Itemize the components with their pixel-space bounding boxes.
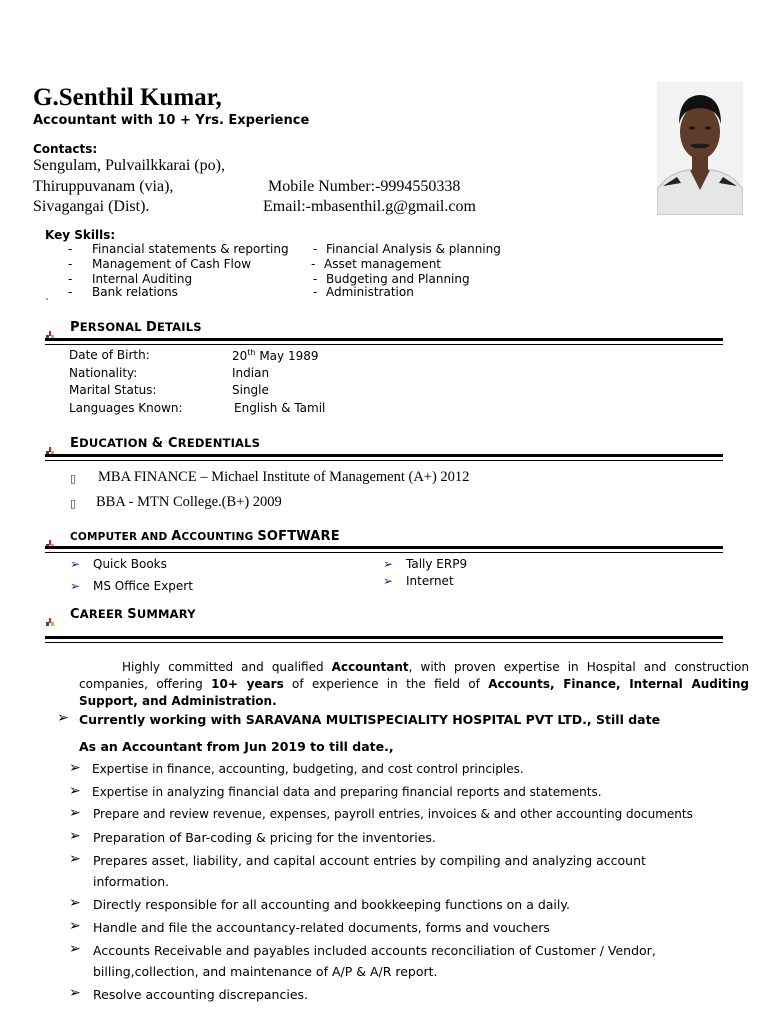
duty-item-continuation: information. xyxy=(93,874,170,889)
arrow-bullet-icon: ➢ xyxy=(383,574,394,588)
duty-item: Accounts Receivable and payables included accounts reconciliation of Customer / Vendor, xyxy=(93,943,656,958)
personal-label: Languages Known: xyxy=(69,401,183,415)
arrow-bullet-icon: ➢ xyxy=(69,805,81,821)
education-item: MBA FINANCE – Michael Institute of Management (A+) 2012 xyxy=(98,469,470,485)
arrow-bullet-icon: ➢ xyxy=(69,828,81,844)
skill-item: Financial Analysis & planning xyxy=(326,242,501,256)
arrow-bullet-icon: ➢ xyxy=(69,895,81,911)
skill-marker: - xyxy=(68,257,73,271)
section-divider xyxy=(45,460,723,461)
skill-item: Financial statements & reporting xyxy=(92,242,289,256)
section-divider xyxy=(45,344,723,345)
career-summary-paragraph: Highly committed and qualified Accountant, with proven expertise in Hospital and construction companies, offering 10+ years of experience in the field of Accounts, Finance, Internal Auditing Support, and Administration. xyxy=(79,660,749,708)
skill-item: Internal Auditing xyxy=(92,272,193,286)
personal-label: Nationality: xyxy=(69,366,138,380)
arrow-bullet-icon: ➢ xyxy=(69,760,81,776)
duty-item: Handle and file the accountancy-related documents, forms and vouchers xyxy=(93,920,550,935)
personal-value: Indian xyxy=(232,366,270,380)
skill-item: Budgeting and Planning xyxy=(326,272,470,286)
address-line-2: Thiruppuvanam (via), xyxy=(33,178,174,195)
stray-mark: ` xyxy=(45,298,50,309)
skill-item: Management of Cash Flow xyxy=(92,257,252,271)
section-divider xyxy=(45,338,723,341)
skill-marker: - xyxy=(313,285,318,299)
person-photo-icon xyxy=(657,82,743,215)
arrow-bullet-icon: ➢ xyxy=(57,710,69,726)
skill-marker: - xyxy=(313,272,318,286)
section-divider xyxy=(45,454,723,457)
duty-item: Directly responsible for all accounting and bookkeeping functions on a daily. xyxy=(93,897,570,912)
personal-label: Marital Status: xyxy=(69,383,157,397)
personal-value: Single xyxy=(232,383,269,397)
current-employment: Currently working with SARAVANA MULTISPECIALITY HOSPITAL PVT LTD., Still date xyxy=(79,712,661,727)
personal-label: Date of Birth: xyxy=(69,348,150,362)
arrow-bullet-icon: ➢ xyxy=(69,851,81,867)
key-skills-label: Key Skills: xyxy=(45,228,116,242)
arrow-bullet-icon: ➢ xyxy=(383,557,394,571)
personal-value: English & Tamil xyxy=(234,401,326,415)
section-bullet-icon xyxy=(46,618,54,627)
education-item: BBA - MTN College.(B+) 2009 xyxy=(96,494,282,510)
current-role: As an Accountant from Jun 2019 to till date., xyxy=(79,739,394,754)
software-item: Quick Books xyxy=(93,557,167,571)
education-bullet-icon: ▯ xyxy=(70,472,77,485)
skill-item: Bank relations xyxy=(92,285,178,299)
software-item: Internet xyxy=(406,574,454,588)
skill-marker: - xyxy=(68,242,73,256)
address-line-1: Sengulam, Pulvailkkarai (po), xyxy=(33,157,225,174)
skill-marker: - xyxy=(313,242,318,256)
duty-item: Preparation of Bar-coding & pricing for the inventories. xyxy=(93,830,436,845)
arrow-bullet-icon: ➢ xyxy=(69,941,81,957)
email-address: Email:-mbasenthil.g@gmail.com xyxy=(263,198,476,215)
duty-item: Resolve accounting discrepancies. xyxy=(93,987,308,1002)
candidate-subtitle: Accountant with 10 + Yrs. Experience xyxy=(33,113,310,128)
duty-item: Prepares asset, liability, and capital account entries by compiling and analyzing account xyxy=(93,853,646,868)
contacts-label: Contacts: xyxy=(33,142,98,156)
skill-marker: - xyxy=(68,285,73,299)
education-bullet-icon: ▯ xyxy=(70,497,77,510)
arrow-bullet-icon: ➢ xyxy=(70,579,81,593)
section-divider xyxy=(45,642,723,643)
skill-marker: - xyxy=(311,257,316,271)
skill-marker: - xyxy=(68,272,73,286)
section-icon xyxy=(46,534,53,542)
section-title-career: CAREER SUMMARY xyxy=(70,607,196,622)
software-item: MS Office Expert xyxy=(93,579,193,593)
profile-photo xyxy=(657,82,743,215)
section-icon xyxy=(46,441,53,449)
section-divider xyxy=(45,546,723,549)
personal-value: 20th May 1989 xyxy=(232,348,319,363)
arrow-bullet-icon: ➢ xyxy=(69,783,81,799)
candidate-name: G.Senthil Kumar, xyxy=(33,84,222,111)
skill-item: Asset management xyxy=(324,257,441,271)
mobile-number: Mobile Number:-9994550338 xyxy=(268,178,461,195)
duty-item-continuation: billing,collection, and maintenance of A/P & A/R report. xyxy=(93,964,438,979)
section-title-software: COMPUTER AND ACCOUNTING SOFTWARE xyxy=(70,529,340,544)
section-icon xyxy=(46,612,53,620)
section-title-education: EDUCATION & CREDENTIALS xyxy=(70,436,261,451)
duty-item: Expertise in finance, accounting, budgeting, and cost control principles. xyxy=(92,762,524,776)
duty-item: Expertise in analyzing financial data and preparing financial reports and statements. xyxy=(92,785,602,799)
section-divider xyxy=(45,636,723,639)
arrow-bullet-icon: ➢ xyxy=(69,918,81,934)
software-item: Tally ERP9 xyxy=(406,557,468,571)
arrow-bullet-icon: ➢ xyxy=(69,985,81,1001)
section-divider xyxy=(45,552,723,553)
section-title-personal: PERSONAL DETAILS xyxy=(70,320,202,335)
section-icon xyxy=(46,325,53,333)
address-line-3: Sivagangai (Dist). xyxy=(33,198,150,215)
arrow-bullet-icon: ➢ xyxy=(70,557,81,571)
skill-item: Administration xyxy=(326,285,414,299)
duty-item: Prepare and review revenue, expenses, payroll entries, invoices & and other accounting documents xyxy=(93,807,693,821)
